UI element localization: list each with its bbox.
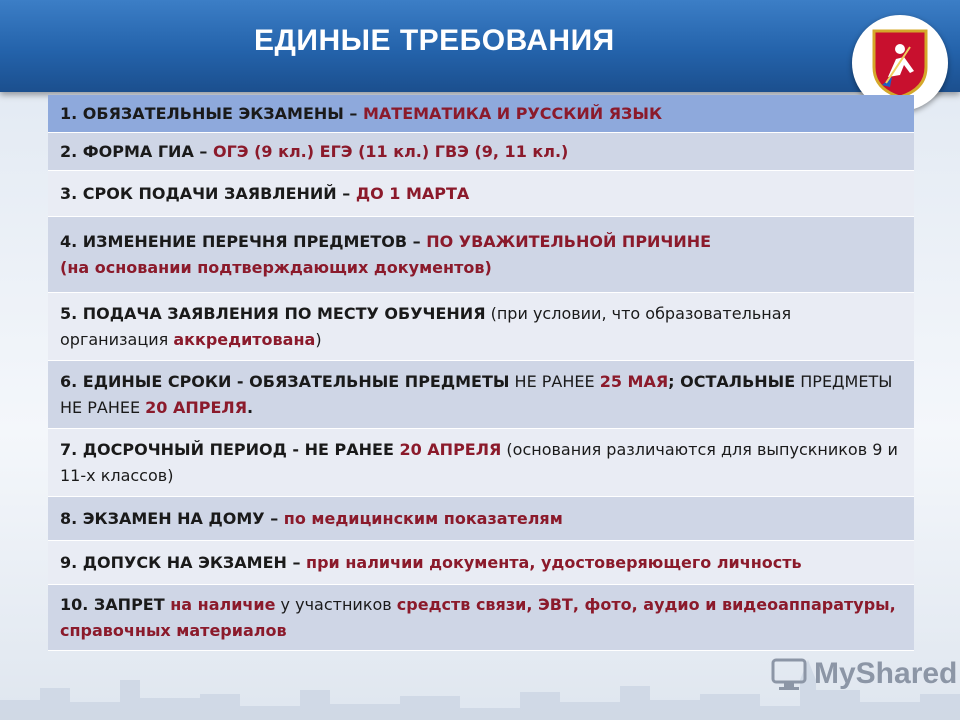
- table-row: 5. ПОДАЧА ЗАЯВЛЕНИЯ ПО МЕСТУ ОБУЧЕНИЯ (при условии, что образовательная организация аккредитована): [48, 293, 914, 361]
- table-row: 1. ОБЯЗАТЕЛЬНЫЕ ЭКЗАМЕНЫ – МАТЕМАТИКА И РУССКИЙ ЯЗЫК: [48, 95, 914, 133]
- coat-of-arms-icon: [870, 27, 930, 99]
- requirements-table: [48, 95, 914, 651]
- table-row: 7. ДОСРОЧНЫЙ ПЕРИОД - НЕ РАНЕЕ 20 АПРЕЛЯ (основания различаются для выпускников 9 и 11-х классов): [48, 429, 914, 497]
- table-row: 8. ЭКЗАМЕН НА ДОМУ – по медицинским показателям: [48, 497, 914, 541]
- table-row: 10. ЗАПРЕТ на наличие у участников средств связи, ЭВТ, фото, аудио и видеоаппаратуры, справочных материалов: [48, 585, 914, 651]
- table-row: 2. ФОРМА ГИА – ОГЭ (9 кл.) ЕГЭ (11 кл.) ГВЭ (9, 11 кл.): [48, 133, 914, 171]
- title-banner: [0, 0, 960, 92]
- myshared-watermark: [770, 655, 957, 693]
- table-row: 3. СРОК ПОДАЧИ ЗАЯВЛЕНИЙ – ДО 1 МАРТА: [48, 171, 914, 217]
- table-row: 9. ДОПУСК НА ЭКЗАМЕН – при наличии документа, удостоверяющего личность: [48, 541, 914, 585]
- monitor-icon: [770, 655, 808, 693]
- watermark-text: MyShared: [814, 657, 958, 690]
- table-row: 6. ЕДИНЫЕ СРОКИ - ОБЯЗАТЕЛЬНЫЕ ПРЕДМЕТЫ НЕ РАНЕЕ 25 МАЯ; ОСТАЛЬНЫЕ ПРЕДМЕТЫ НЕ РАНЕЕ 20 АПРЕЛЯ.: [48, 361, 914, 429]
- table-row: 4. ИЗМЕНЕНИЕ ПЕРЕЧНЯ ПРЕДМЕТОВ – ПО УВАЖИТЕЛЬНОЙ ПРИЧИНЕ (на основании подтверждающих документов): [48, 217, 914, 293]
- page-title: ЕДИНЫЕ ТРЕБОВАНИЯ: [254, 24, 615, 57]
